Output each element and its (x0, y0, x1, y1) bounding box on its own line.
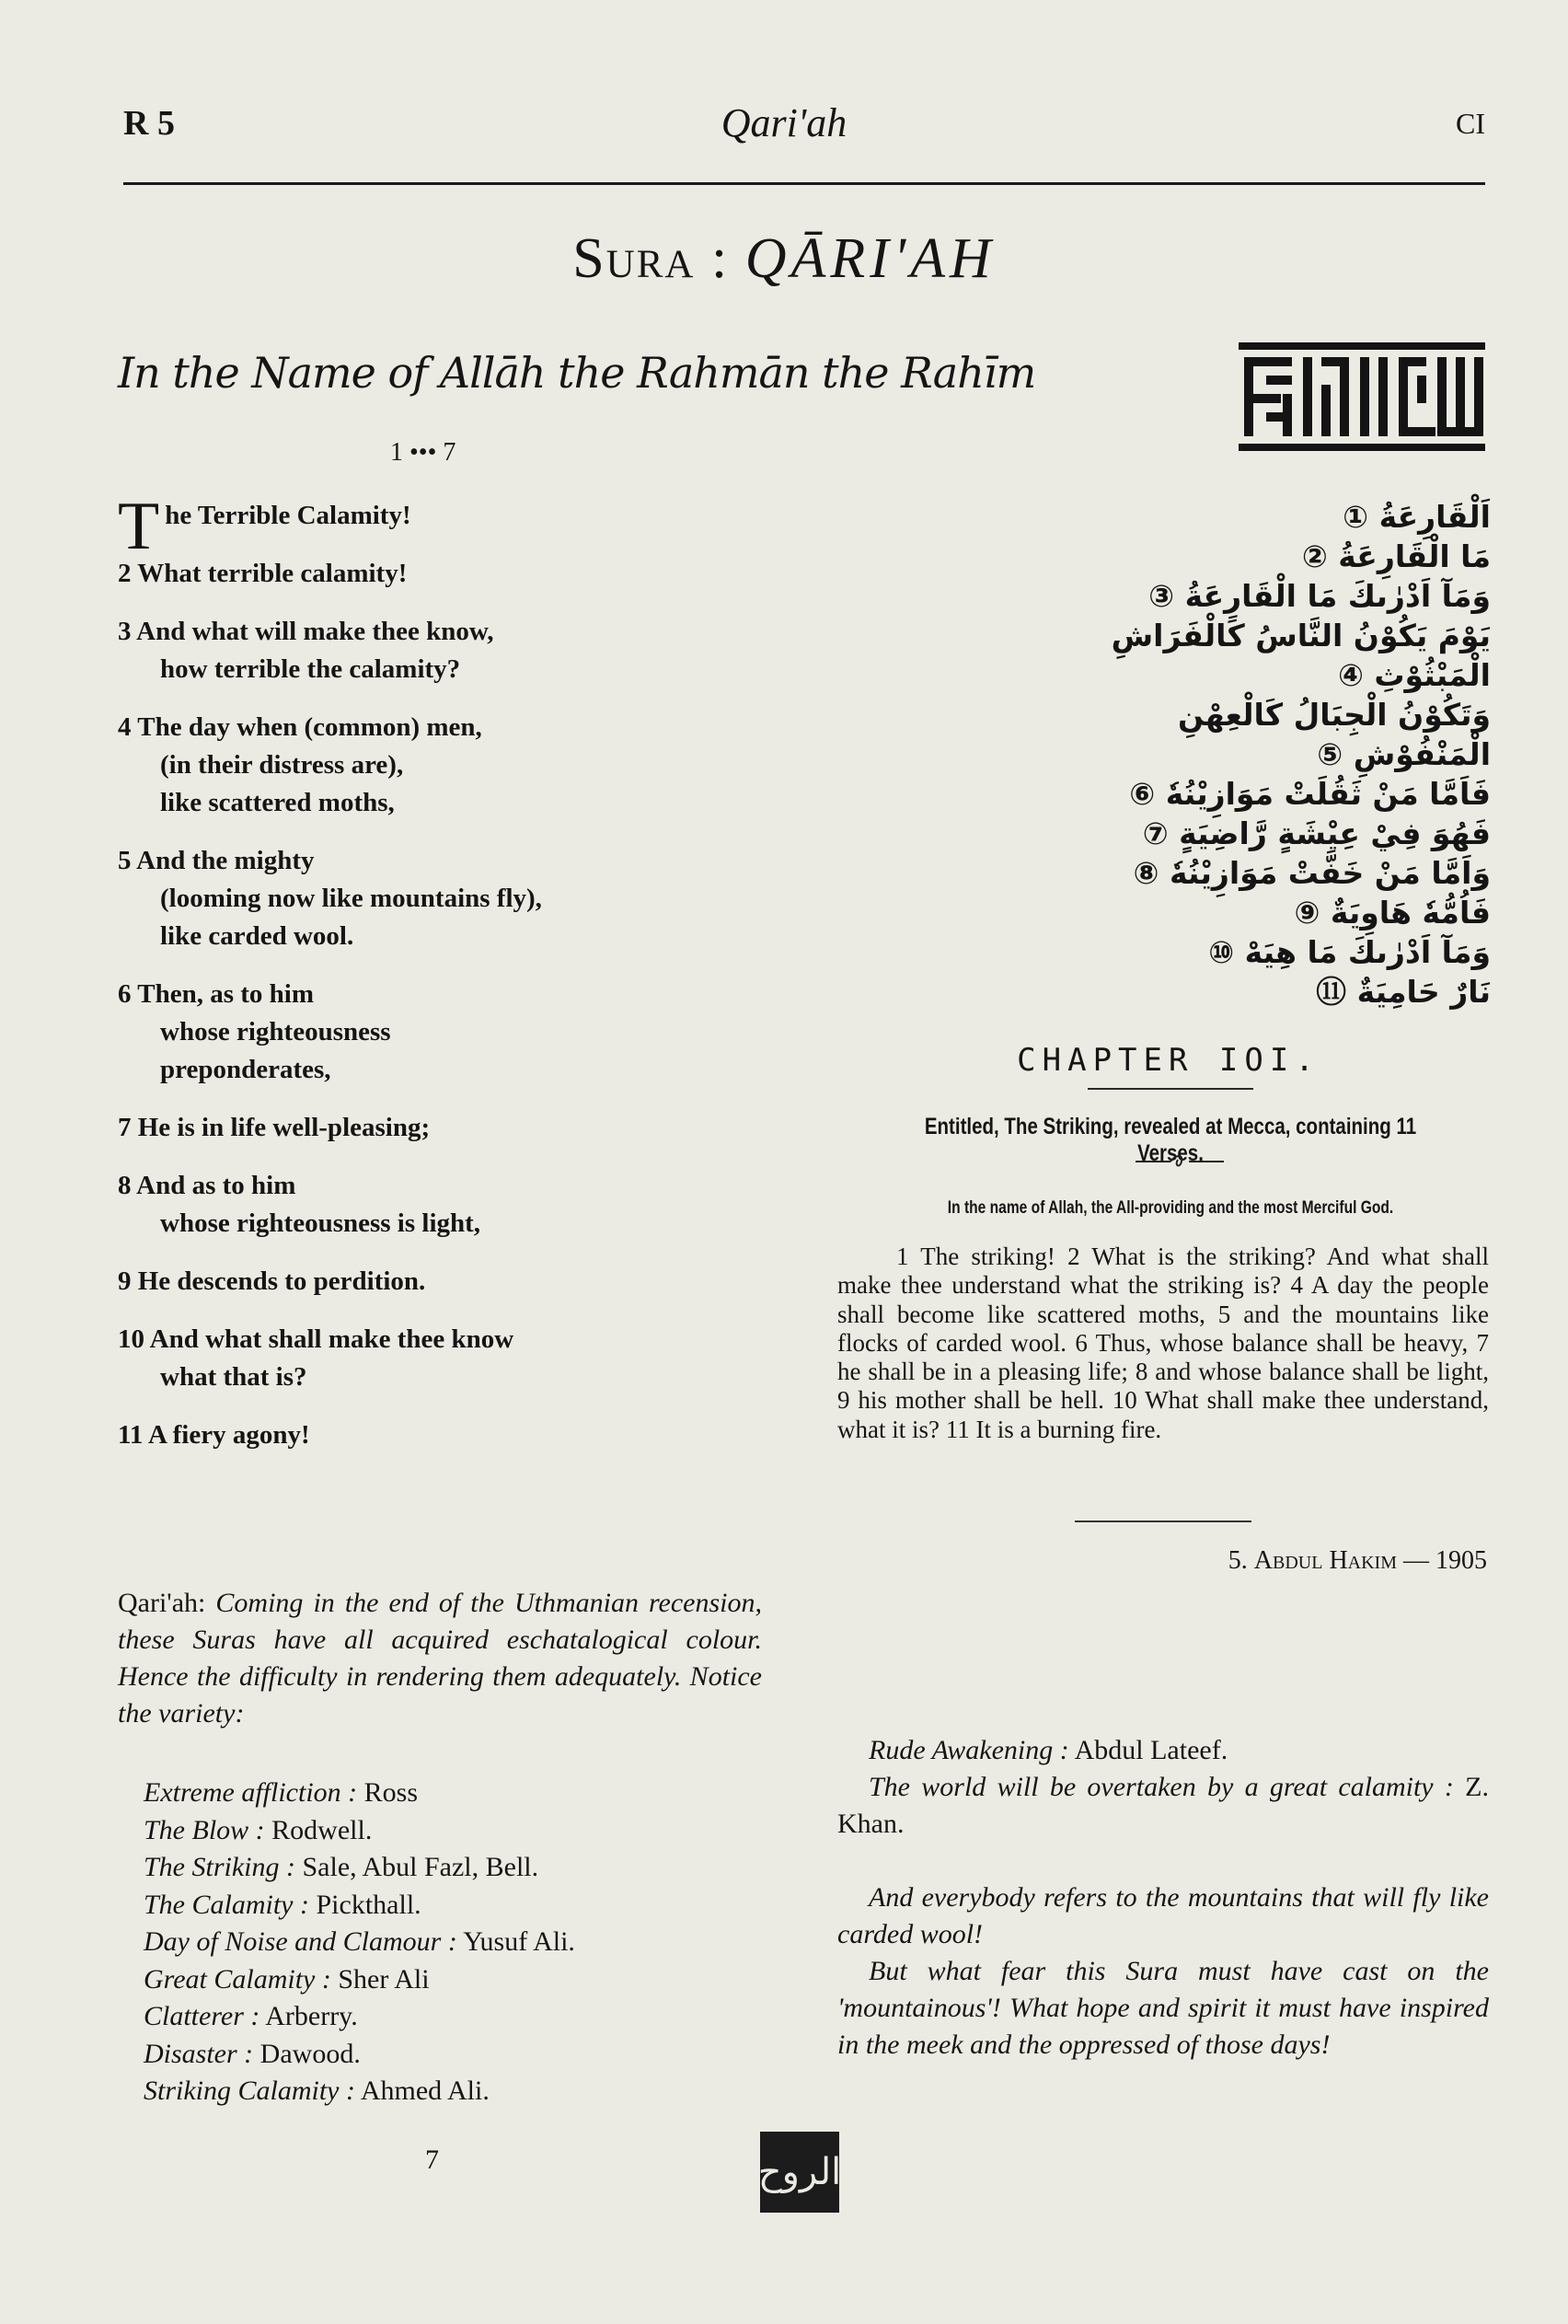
rendering-term: Great Calamity : (144, 1963, 331, 1994)
renderings-list (144, 1775, 575, 2110)
arabic-verse: نَارٌ حَامِيَةٌ ⑪ (1316, 974, 1491, 1010)
mountains-note: And everybody refers to the mountains that will fly like carded wool! (837, 1882, 1489, 1949)
arabic-verses (1086, 497, 1491, 1012)
rendering-author: Ross (363, 1777, 419, 1808)
rendering-item (144, 1924, 575, 1961)
rude-author: Abdul Lateef. (1074, 1735, 1228, 1765)
verse (118, 489, 725, 564)
verse-line: 5 And the mighty (118, 846, 315, 875)
verse (118, 1263, 725, 1301)
verse-line: preponderates, (160, 1055, 331, 1084)
chapter-entitled: Entitled, The Striking, revealed at Mecca, containing 11 Verses. (924, 1114, 1417, 1166)
header-page-roman: CI (1456, 107, 1485, 140)
rendering-author: Dawood. (259, 2038, 361, 2069)
verse-line: like scattered moths, (160, 788, 395, 817)
commentary (118, 1585, 762, 1732)
attribution-number: 5. (1228, 1546, 1248, 1575)
rendering-item (144, 2073, 575, 2110)
verse-line: 6 Then, as to him (118, 979, 314, 1009)
world-quote: The world will be overtaken by a great calamity : (869, 1772, 1454, 1802)
rendering-author: Sale, Abul Fazl, Bell. (302, 1852, 539, 1882)
verse (118, 1109, 725, 1147)
fear-note: But what fear this Sura must have cast on the 'mountainous'! What hope and spirit it must have inspired in the meek and the oppressed of those days! (837, 1956, 1489, 2060)
verse (118, 613, 725, 688)
verse (118, 709, 725, 822)
right-notes (837, 1732, 1489, 2064)
verse (118, 976, 725, 1089)
attribution-dash: — (1403, 1546, 1429, 1575)
verse-line: whose righteousness is light, (160, 1208, 481, 1238)
rendering-term: The Striking : (144, 1852, 295, 1882)
verse (118, 1321, 725, 1396)
verse-line: 2 What terrible calamity! (118, 559, 408, 588)
world-author: Z. Khan. (837, 1772, 1489, 1839)
verse (118, 1167, 725, 1243)
rendering-term: Disaster : (144, 2038, 254, 2069)
verse-line: how terrible the calamity? (160, 654, 461, 684)
arabic-verse: فَاُمُّهٗ هَاوِيَةٌ ⑨ (1294, 895, 1491, 931)
rendering-item (144, 1849, 575, 1887)
rendering-item (144, 1961, 575, 1999)
arabic-verse: فَهُوَ فِيْ عِيْشَةٍ رَّاضِيَةٍ ⑦ (1142, 815, 1491, 851)
rendering-item (144, 1998, 575, 2036)
verse-line: (looming now like mountains fly), (160, 884, 542, 913)
header-section-marker: R 5 (123, 104, 175, 143)
chapter-in-the-name: In the name of Allah, the All-providing and the most Merciful God. (947, 1198, 1394, 1218)
rendering-author: Arberry. (265, 2001, 358, 2031)
arabic-verse: اَلْقَارِعَةُ ① (1343, 499, 1491, 535)
title-separator: : (710, 227, 730, 290)
rendering-author: Rodwell. (271, 1814, 373, 1845)
attribution-name: Abdul Hakim (1253, 1546, 1397, 1575)
rendering-term: Day of Noise and Clamour : (144, 1926, 457, 1957)
rendering-term: Striking Calamity : (144, 2075, 355, 2106)
rendering-term: Clatterer : (144, 2001, 260, 2031)
verse-line: (in their distress are), (160, 750, 404, 780)
verse-line: 11 A fiery agony! (118, 1420, 310, 1450)
rendering-item (144, 1887, 575, 1925)
arabic-verse: وَاَمَّا مَنْ خَفَّتْ مَوَازِيْنُهٗ ⑧ (1133, 855, 1491, 891)
verse (118, 842, 725, 955)
page-title (0, 226, 1568, 292)
rendering-author: Pickthall. (316, 1889, 421, 1920)
english-verses (118, 489, 725, 1474)
rendering-item (144, 1812, 575, 1850)
kufic-calligraphy-icon (1239, 342, 1485, 451)
commentary-colon: : (198, 1588, 206, 1618)
verse-line: 7 He is in life well-pleasing; (118, 1113, 431, 1142)
rendering-item (144, 2036, 575, 2074)
publisher-logo (757, 2132, 842, 2213)
chapter-translation: 1 The striking! 2 What is the striking? And what shall make thee understand what the striking is? 4 A day the people shall become like scattered moths, 5 and the mountains like flocks of carded wool. 6 Thus, whose balance shall be heavy, 7 he shall be in a pleasing life; 8 and whose balance shall be light, 9 his mother shall be hell. 10 What shall make thee understand, what it is? 11 It is a burning fire. (837, 1243, 1489, 1443)
chapter-rule (1088, 1088, 1253, 1090)
rendering-author: Ahmed Ali. (360, 2075, 490, 2106)
rendering-term: The Calamity : (144, 1889, 309, 1920)
drop-cap: T (118, 489, 160, 564)
arabic-verse: يَوْمَ يَكُوْنُ النَّاسُ كَالْفَرَاشِ الْمَبْثُوْثِ ④ (1111, 618, 1491, 693)
verse-line: like carded wool. (160, 921, 354, 951)
rendering-author: Sher Ali (338, 1963, 430, 1994)
ornament-icon (1134, 1154, 1226, 1169)
rendering-term: The Blow : (144, 1814, 265, 1845)
commentary-lead: Qari'ah (118, 1588, 199, 1618)
commentary-text: Coming in the end of the Uthmanian recension, these Suras have all acquired eschatalogical colour. Hence the difficulty in rendering them adequately. Notice the variety: (118, 1588, 762, 1729)
title-prefix: Sura (572, 227, 696, 290)
verse-line: 4 The day when (common) men, (118, 712, 482, 742)
arabic-verse: وَمَآ اَدْرٰىكَ مَا هِيَهْ ⑩ (1208, 934, 1491, 970)
header-title: Qari'ah (721, 100, 847, 145)
arabic-verse: وَمَآ اَدْرٰىكَ مَا الْقَارِعَةُ ③ (1148, 578, 1491, 614)
title-name: QĀRI'AH (744, 227, 996, 290)
verse (118, 1416, 725, 1454)
verse-line: whose righteousness (160, 1017, 391, 1046)
header-rule (123, 182, 1485, 185)
verse-line: 3 And what will make thee know, (118, 617, 494, 646)
verse (118, 555, 725, 593)
arabic-verse: مَا الْقَارِعَةُ ② (1301, 538, 1491, 574)
logo-text: الروح (757, 2151, 842, 2193)
rude-term: Rude Awakening : (869, 1735, 1069, 1765)
verse-line: he Terrible Calamity! (165, 501, 411, 530)
rendering-item (144, 1775, 575, 1812)
verse-range: 1 ••• 7 (390, 438, 456, 467)
translation-rule (1075, 1520, 1251, 1522)
arabic-verse: فَاَمَّا مَنْ ثَقُلَتْ مَوَازِيْنُهٗ ⑥ (1129, 776, 1491, 812)
rendering-author: Yusuf Ali. (463, 1926, 575, 1957)
page-number: 7 (425, 2145, 439, 2175)
chapter-heading: CHAPTER IOI. (1017, 1042, 1320, 1079)
rendering-term: Extreme affliction : (144, 1777, 358, 1808)
invocation: In the Name of Allāh the Rahmān the Rahīm (118, 348, 1036, 398)
verse-line: 8 And as to him (118, 1171, 296, 1200)
arabic-verse: وَتَكُوْنُ الْجِبَالُ كَالْعِهْنِ الْمَنْفُوْشِ ⑤ (1178, 697, 1491, 772)
attribution-year: 1905 (1435, 1546, 1487, 1575)
verse-line: 10 And what shall make thee know (118, 1324, 514, 1354)
translation-attribution (1228, 1546, 1487, 1576)
verse-line: 9 He descends to perdition. (118, 1266, 426, 1296)
verse-line: what that is? (160, 1362, 307, 1392)
